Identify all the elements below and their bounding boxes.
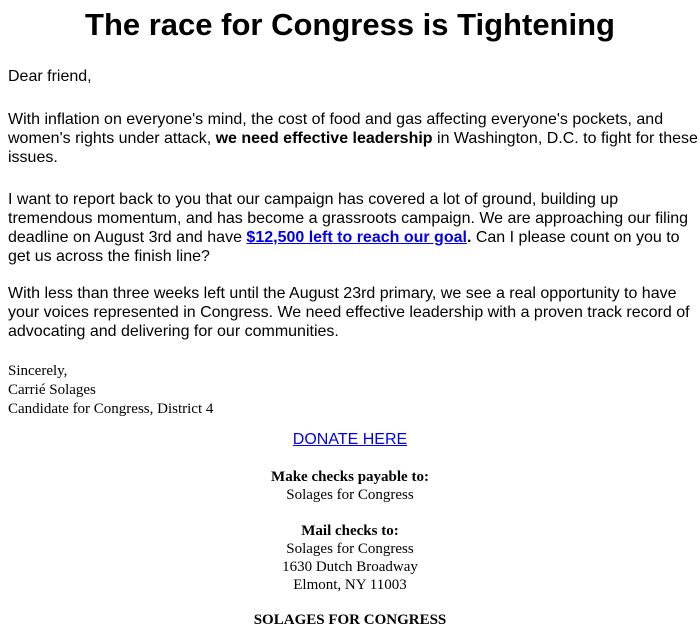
checks-payable-label: Make checks payable to: — [271, 469, 429, 485]
signature-title: Candidate for Congress, District 4 — [8, 401, 214, 417]
mail-street: 1630 Dutch Broadway — [282, 559, 418, 575]
paragraph-inflation-text: With inflation on everyone's mind, the cost of food and gas affecting everyone's pockets, and women's rights under attack, — [8, 111, 664, 147]
checks-payee: Solages for Congress — [286, 487, 414, 503]
footer-organization: SOLAGES FOR CONGRESS — [253, 612, 447, 628]
page-title: The race for Congress is Tightening — [85, 7, 615, 42]
paragraph-inflation — [8, 110, 698, 167]
paragraph-report — [8, 190, 698, 266]
goal-link[interactable]: $12,500 left to reach our goal — [246, 229, 467, 246]
paragraph-report-end: Can I please count on you to get us across the finish line? — [8, 229, 680, 265]
mail-name: Solages for Congress — [286, 541, 414, 557]
paragraph-primary: With less than three weeks left until the August 23rd primary, we see a real opportunity to have your voices represented in Congress. We need effective leadership with a proven track record of advocating and delivering for our communities. — [8, 285, 690, 340]
signature-name: Carrié Solages — [8, 382, 96, 398]
mail-checks-label: Mail checks to: — [301, 523, 399, 539]
signature-block — [8, 362, 213, 419]
checks-payable-block — [0, 468, 700, 504]
mail-address-block — [0, 522, 700, 594]
donate-section — [0, 430, 700, 450]
leadership-emphasis: we need effective leadership — [215, 130, 433, 147]
paragraph-report-text: I want to report back to you that our campaign has covered a lot of ground, building up tremendous momentum, and has become a grassroots campaign. We are approaching our filing deadline on August 3rd and have — [8, 191, 689, 246]
donate-link[interactable]: DONATE HERE — [292, 431, 408, 448]
mail-city: Elmont, NY 11003 — [293, 577, 407, 593]
paragraph-inflation-end: in Washington, D.C. to fight for these issues. — [8, 130, 698, 166]
signature-closing: Sincerely, — [8, 363, 68, 379]
greeting: Dear friend, — [8, 68, 92, 85]
goal-period: . — [466, 229, 472, 246]
